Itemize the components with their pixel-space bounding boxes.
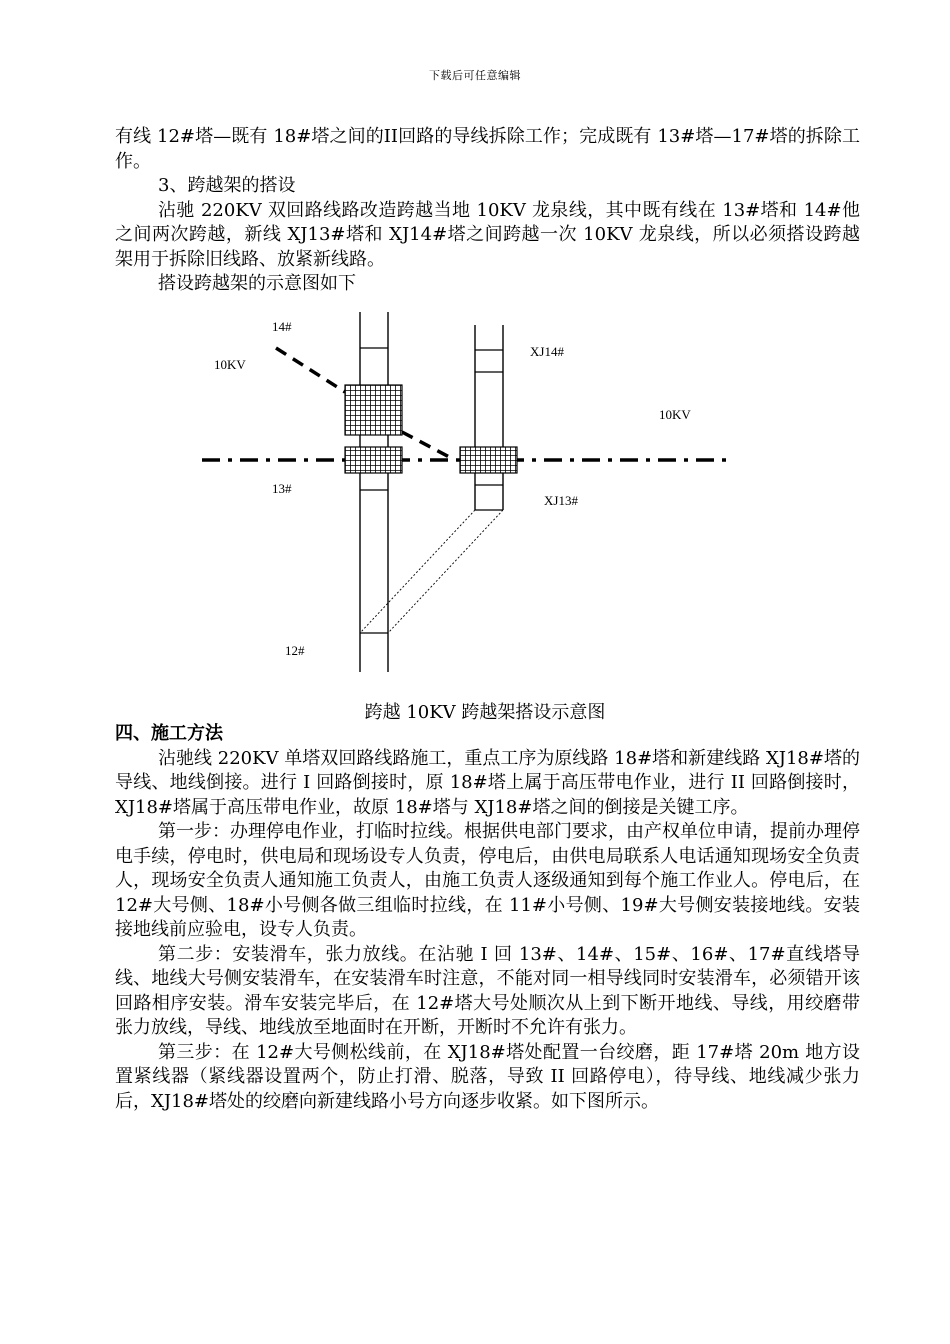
section-heading: 四、施工方法 [115, 723, 223, 744]
label-tower-xj13: XJ13# [544, 493, 578, 508]
diagram-caption: 跨越 10KV 跨越架搭设示意图 [364, 702, 606, 723]
section-construction-method [115, 722, 860, 1114]
label-tower-xj14: XJ14# [530, 344, 564, 359]
subsection-title: 3、跨越架的搭设 [158, 175, 296, 196]
crossing-frame-left [345, 447, 402, 473]
label-tower-12: 12# [285, 643, 305, 658]
top-text-block [115, 125, 860, 297]
paragraph-continued: 有线 12#塔—既有 18#塔之间的II回路的导线拆除工作；完成既有 13#塔—17#塔的拆除工作。 [115, 126, 860, 172]
crossing-frame-right [460, 447, 517, 473]
new-tower [475, 325, 503, 510]
paragraph-key-process: 沾驰线 220KV 单塔双回路线路施工，重点工序为原线路 18#塔和新建线路 XJ18#塔的导线、地线倒接。进行 I 回路倒接时，原 18#塔上属于高压带电作业，进行 II 回路倒接时，XJ18#塔属于高压带电作业，故原 18#塔与 XJ18#塔之间的倒接是关键工序。 [115, 747, 861, 818]
paragraph-diagram-intro: 搭设跨越架的示意图如下 [158, 273, 356, 294]
paragraph-step-two: 第二步：安装滑车，张力放线。在沾驰 I 回 13#、14#、15#、16#、17#直线塔导线、地线大号侧安装滑车，在安装滑车时注意，不能对同一相导线同时安装滑车，必须错开该回路相序安装。滑车安装完毕后，在 12#塔大号处顺次从上到下断开地线、导线，用绞磨带张力放线，导线、地线放至地面时在开断，开断时不允许有张力。 [115, 943, 860, 1038]
crossing-frame-diagram [0, 305, 950, 685]
crossing-frame-upper [345, 385, 402, 435]
label-10kv-right: 10KV [659, 407, 691, 422]
paragraph-crossing: 沾驰 220KV 双回路线路改造跨越当地 10KV 龙泉线，其中既有线在 13#塔和 14#他之间两次跨越，新线 XJ13#塔和 XJ14#塔之间跨越一次 10KV 龙泉线，所以必须搭设跨越架用于拆除旧线路、放紧新线路。 [115, 199, 860, 270]
temporary-stay-lines [360, 510, 503, 633]
label-tower-13: 13# [272, 481, 292, 496]
label-tower-14: 14# [272, 319, 292, 334]
page-header: 下载后可任意编辑 [429, 69, 521, 82]
label-10kv-left: 10KV [214, 357, 246, 372]
paragraph-step-three: 第三步：在 12#大号侧松线前，在 XJ18#塔处配置一台绞磨，距 17#塔 20m 地方设置紧线器（紧线器设置两个，防止打滑、脱落，导致 II 回路停电），待导线、地线减少张力后，XJ18#塔处的绞磨向新建线路小号方向逐步收紧。如下图所示。 [115, 1041, 860, 1112]
existing-tower [360, 312, 388, 672]
paragraph-step-one: 第一步：办理停电作业，打临时拉线。根据供电部门要求，由产权单位申请，提前办理停电手续，停电时，供电局和现场设专人负责，停电后，由供电局联系人电话通知现场安全负责人，现场安全负责人通知施工负责人，由施工负责人逐级通知到每个施工作业人。停电后，在 12#大号侧、18#小号侧各做三组临时拉线，在 11#小号侧、19#大号侧安装接地线。安装接地线前应验电，设专人负责。 [115, 821, 860, 940]
